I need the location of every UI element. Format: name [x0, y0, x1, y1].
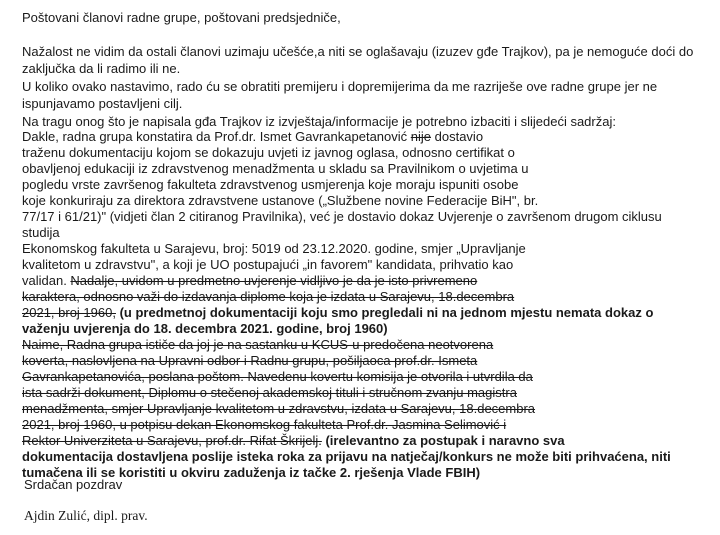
paragraph-line: pogledu vrste završenog fakulteta zdravstvenog usmjerenja koje moraju ispuniti osobe [22, 177, 519, 192]
paragraph-line: studija [22, 225, 60, 240]
paragraph-line [22, 353, 477, 369]
paragraph-line: Ekonomskog fakulteta u Sarajevu, broj: 5019 od 23.12.2020. godine, smjer „Upravljanje [22, 241, 526, 256]
bold-comment: (irelevantno za postupak i naravno sva [321, 433, 565, 448]
paragraph-line [22, 401, 535, 417]
struck-text: menadžmenta, smjer Upravljanje kvalitetom u zdravstvu, izdata u Sarajevu, 18.decembra [22, 401, 536, 416]
paragraph-line [22, 337, 493, 353]
text-segment: dostavio [431, 129, 484, 144]
paragraph-line [22, 305, 653, 321]
paragraph-line: obavljenoj edukaciji iz zdravstvenog menadžmenta u skladu sa Pravilnikom o uvjetima u [22, 161, 529, 176]
text-segment: Dakle, radna grupa konstatira da Prof.dr. Ismet Gavrankapetanović [22, 129, 411, 144]
signature: Ajdin Zulić, dipl. prav. [24, 508, 148, 523]
paragraph-line: kvalitetom u zdravstvu", a koji je UO postupajući „in favorem" kandidata, prihvatio kao [22, 257, 514, 272]
paragraph-line: koje konkuriraju za direktora zdravstvene ustanove („Službene novine Federacije BiH", br. [22, 193, 539, 208]
paragraph-line: Nažalost ne vidim da ostali članovi uzimaju učešće,a niti se oglašavaju (izuzev gđe Trajkov), pa je nemoguće doći do [22, 44, 694, 59]
paragraph-line: Na tragu onog što je napisala gđa Trajkov iz izvještaja/informacije je potrebno izbaciti i slijedeći sadržaj: [22, 114, 616, 129]
paragraph-line [22, 273, 477, 289]
text-segment: validan. [22, 273, 71, 288]
paragraph-line [22, 417, 506, 433]
paragraph-line [22, 289, 514, 305]
struck-text: Naime, Radna grupa ističe da joj je na sastanku u KCUS-u predočena neotvorena [22, 337, 494, 352]
struck-text: Gavrankapetanovića, poslana poštom. Navedenu kovertu komisija je otvorila i utvrdila da [22, 369, 533, 384]
bold-comment: (u predmetnoj dokumentaciji koju smo pregledali ni na jednom mjestu nemata dokaz o [115, 305, 654, 320]
struck-text: karaktera, odnosno važi do izdavanja diplome koja je izdata u Sarajevu, 18.decembra [22, 289, 515, 304]
greeting: Poštovani članovi radne grupe, poštovani predsjedniče, [22, 10, 341, 25]
paragraph-line: 77/17 i 61/21)" (vidjeti član 2 citiranog Pravilnika), već je dostavio dokaz Uvjerenje o završenom drugom ciklusu [22, 209, 662, 224]
struck-word: nije [410, 129, 432, 144]
bold-comment: tumačena ili se koristiti u okviru zaduženja iz tačke 2. rješenja Vlade FBIH) [22, 465, 481, 480]
struck-text: ista sadrži dokument, Diplomu o stečenoj akademskoj tituli i stručnom zvanju magistra [22, 385, 517, 400]
bold-comment: važenju uvjerenja do 18. decembra 2021. godine, broj 1960) [22, 321, 388, 336]
closing: Srdačan pozdrav [24, 477, 123, 492]
struck-text: Rektor Univerziteta u Sarajevu, prof.dr. Rifat Škrijelj. [22, 433, 322, 448]
paragraph-line [22, 129, 483, 145]
paragraph-line [22, 433, 565, 449]
struck-text: 2021, broj 1960, [22, 305, 116, 320]
struck-text: koverta, naslovljena na Upravni odbor i Radnu grupu, pošiljaoca prof.dr. Ismeta [22, 353, 478, 368]
paragraph-line: ispunjavamo postavljeni cilj. [22, 96, 183, 111]
paragraph-line [22, 385, 517, 401]
struck-text: Nadalje, uvidom u predmetno uvjerenje vidljivo je da je isto privremeno [70, 273, 478, 288]
paragraph-line: U koliko ovako nastavimo, rado ću se obratiti premijeru i dopremijerima da me razriješe ove radne grupe jer ne [22, 79, 658, 94]
paragraph-line [22, 369, 533, 385]
struck-text: 2021, broj 1960, u potpisu dekan Ekonomskog fakulteta Prof.dr. Jasmina Selimović i [22, 417, 507, 432]
bold-comment: dokumentacija dostavljena poslije isteka roka za prijavu na natječaj/konkurs ne može biti prihvaćena, niti [22, 449, 671, 464]
paragraph-line: traženu dokumentaciju kojom se dokazuju uvjeti iz javnog oglasa, odnosno certifikat o [22, 145, 515, 160]
paragraph-line: zaključka da li radimo ili ne. [22, 61, 181, 76]
